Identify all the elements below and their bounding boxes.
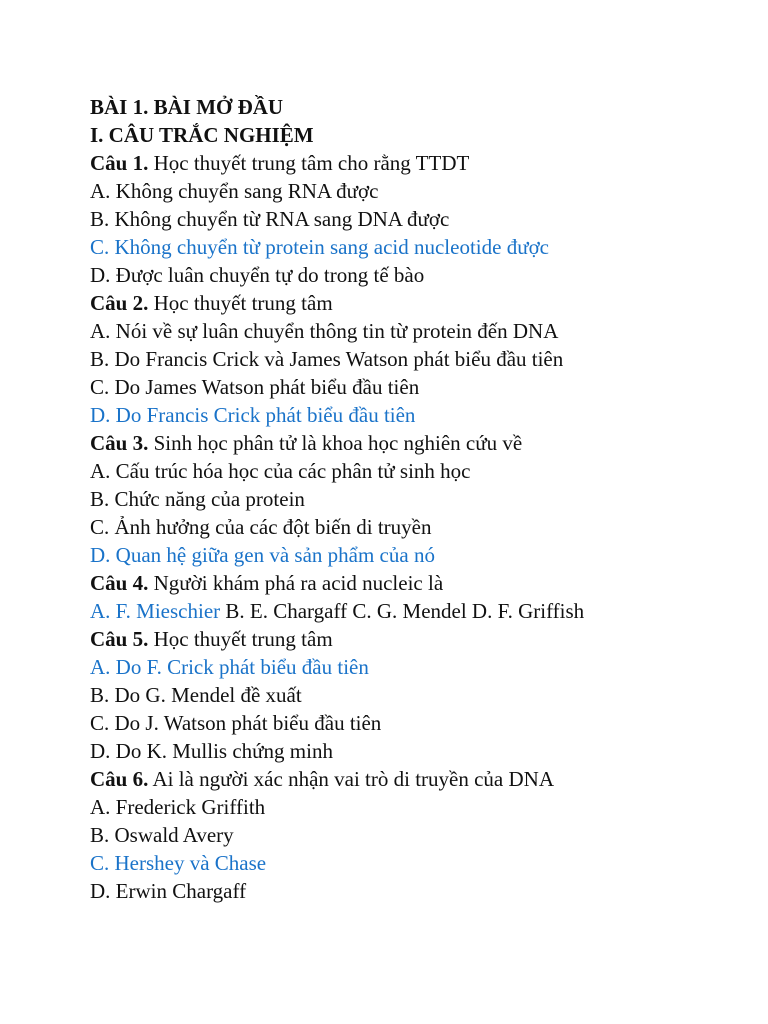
option-d: D. Được luân chuyển tự do trong tế bào [90,263,425,287]
option-d: D. Erwin Chargaff [90,879,247,903]
question-label: Câu 3. [90,431,149,455]
option-b: B. Do G. Mendel đề xuất [90,683,302,707]
section-title: I. CÂU TRẮC NGHIỆM [90,123,314,147]
question-block [90,429,750,569]
inline-options [90,597,750,625]
option-a: A. Nói về sự luân chuyển thông tin từ protein đến DNA [90,319,559,343]
option-c-answer: C. Không chuyển từ protein sang acid nucleotide được [90,235,550,259]
option-d-answer: D. Do Francis Crick phát biểu đầu tiên [90,403,416,427]
question-stem [90,765,750,793]
question-text: Ai là người xác nhận vai trò di truyền của DNA [148,767,554,791]
question-stem [90,289,750,317]
option-b: B. Không chuyển từ RNA sang DNA được [90,207,450,231]
option-d: D. Do K. Mullis chứng minh [90,739,333,763]
option-a-answer: A. Do F. Crick phát biểu đầu tiên [90,655,369,679]
other-options: B. E. Chargaff C. G. Mendel D. F. Griffish [220,599,585,623]
option-c-answer: C. Hershey và Chase [90,851,267,875]
option-c: C. Ảnh hưởng của các đột biến di truyền [90,515,432,539]
question-label: Câu 1. [90,151,149,175]
question-block [90,765,750,905]
question-stem [90,625,750,653]
option-a: A. Cấu trúc hóa học của các phân tử sinh học [90,459,471,483]
option-b: B. Chức năng của protein [90,487,305,511]
question-label: Câu 2. [90,291,149,315]
question-block [90,569,750,625]
question-text: Học thuyết trung tâm cho rằng TTDT [148,151,470,175]
question-block [90,289,750,429]
option-c: C. Do J. Watson phát biểu đầu tiên [90,711,382,735]
question-text: Học thuyết trung tâm [148,291,333,315]
question-block [90,625,750,765]
question-stem [90,429,750,457]
option-a: A. Không chuyển sang RNA được [90,179,379,203]
question-stem [90,569,750,597]
option-a-answer: A. F. Mieschier [90,599,221,623]
question-text: Sinh học phân tử là khoa học nghiên cứu về [148,431,523,455]
question-label: Câu 6. [90,767,149,791]
option-b: B. Oswald Avery [90,823,234,847]
question-label: Câu 4. [90,571,149,595]
question-text: Người khám phá ra acid nucleic là [148,571,444,595]
option-c: C. Do James Watson phát biểu đầu tiên [90,375,420,399]
lesson-title: BÀI 1. BÀI MỞ ĐẦU [90,95,284,119]
question-stem [90,149,750,177]
option-d-answer: D. Quan hệ giữa gen và sản phẩm của nó [90,543,435,567]
question-text: Học thuyết trung tâm [148,627,333,651]
document-page [90,93,750,905]
option-b: B. Do Francis Crick và James Watson phát biểu đầu tiên [90,347,564,371]
question-label: Câu 5. [90,627,149,651]
question-block [90,149,750,289]
option-a: A. Frederick Griffith [90,795,266,819]
